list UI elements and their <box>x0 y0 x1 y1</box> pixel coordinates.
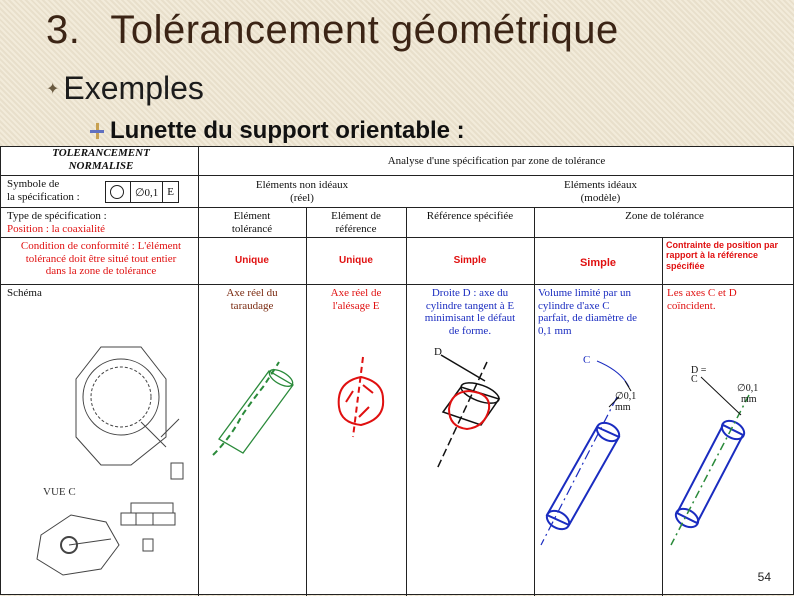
col-reference-element: Elément de référence <box>331 210 381 235</box>
label-d: D <box>434 346 442 358</box>
value-zone: Simple <box>579 257 617 269</box>
conformity-condition: Condition de conformité : L'élément tolérancé doit être situé tout entier dans la zone de tolérance <box>20 240 182 278</box>
desc-toleranced: Axe réel du taraudage <box>226 287 278 312</box>
section-number: 3. <box>46 8 81 52</box>
bullet-lunette-text: Lunette du support orientable : <box>110 117 465 144</box>
bullet-examples <box>46 70 204 107</box>
header-left: TOLERANCEMENT NORMALISE <box>52 147 150 172</box>
header-right: Analyse d'une spécification par zone de tolérance <box>387 155 606 167</box>
label-dim2: ∅0,1 mm <box>737 383 759 405</box>
spec-type: Type de spécification : Position : la coaxialité <box>7 210 107 235</box>
desc-reference-element: Axe réel de l'alésage E <box>330 287 382 312</box>
label-c: C <box>583 354 591 366</box>
value-reference-spec: Simple <box>453 255 487 266</box>
tolerance-zone-drawing <box>541 361 631 545</box>
reference-element-drawing <box>339 357 383 437</box>
col-zone: Zone de tolérance <box>625 210 704 222</box>
label-d-equals-c: D = C <box>691 365 707 385</box>
symbol-value: ∅0,1 <box>134 186 159 199</box>
col-reference-spec: Référence spécifiée <box>426 210 514 222</box>
bullet-examples-text: Exemples <box>63 70 204 106</box>
page-number: 54 <box>757 570 771 584</box>
desc-zone: Volume limité par un cylindre d'axe C parfait, de diamètre de 0,1 mm <box>538 287 637 337</box>
tolerance-analysis-sheet <box>0 146 794 595</box>
col-toleranced: Elément tolérancé <box>231 210 273 235</box>
coincident-axes-drawing <box>671 377 749 545</box>
sub-bullet-icon <box>90 123 104 139</box>
slide-title <box>46 8 619 53</box>
value-toleranced: Unique <box>235 255 269 266</box>
label-dim1: ∅0,1 mm <box>615 391 637 413</box>
value-reference-element: Unique <box>339 255 373 266</box>
bullet-icon: ✦ <box>46 80 60 98</box>
section-title: Tolérancement géométrique <box>110 8 619 52</box>
non-ideal-header: Eléments non idéaux (réel) <box>255 179 349 204</box>
ideal-header: Eléments idéaux (modèle) <box>563 179 637 204</box>
bullet-lunette <box>90 117 465 145</box>
desc-constraint: Les axes C et D coïncident. <box>667 287 737 312</box>
schema-drawings <box>1 147 794 596</box>
part-drawing <box>37 347 183 575</box>
view-label: VUE C <box>43 486 76 498</box>
reference-spec-drawing <box>437 355 502 469</box>
schema-label: Schéma <box>7 287 42 299</box>
position-constraint: Contrainte de position par rapport à la référence spécifiée <box>666 240 779 271</box>
desc-reference-spec: Droite D : axe du cylindre tangent à E minimisant le défaut de forme. <box>424 287 516 337</box>
symbol-datum: E <box>167 186 175 198</box>
toleranced-axis-drawing <box>213 362 295 455</box>
symbol-label: Symbole de la spécification : <box>7 178 80 203</box>
